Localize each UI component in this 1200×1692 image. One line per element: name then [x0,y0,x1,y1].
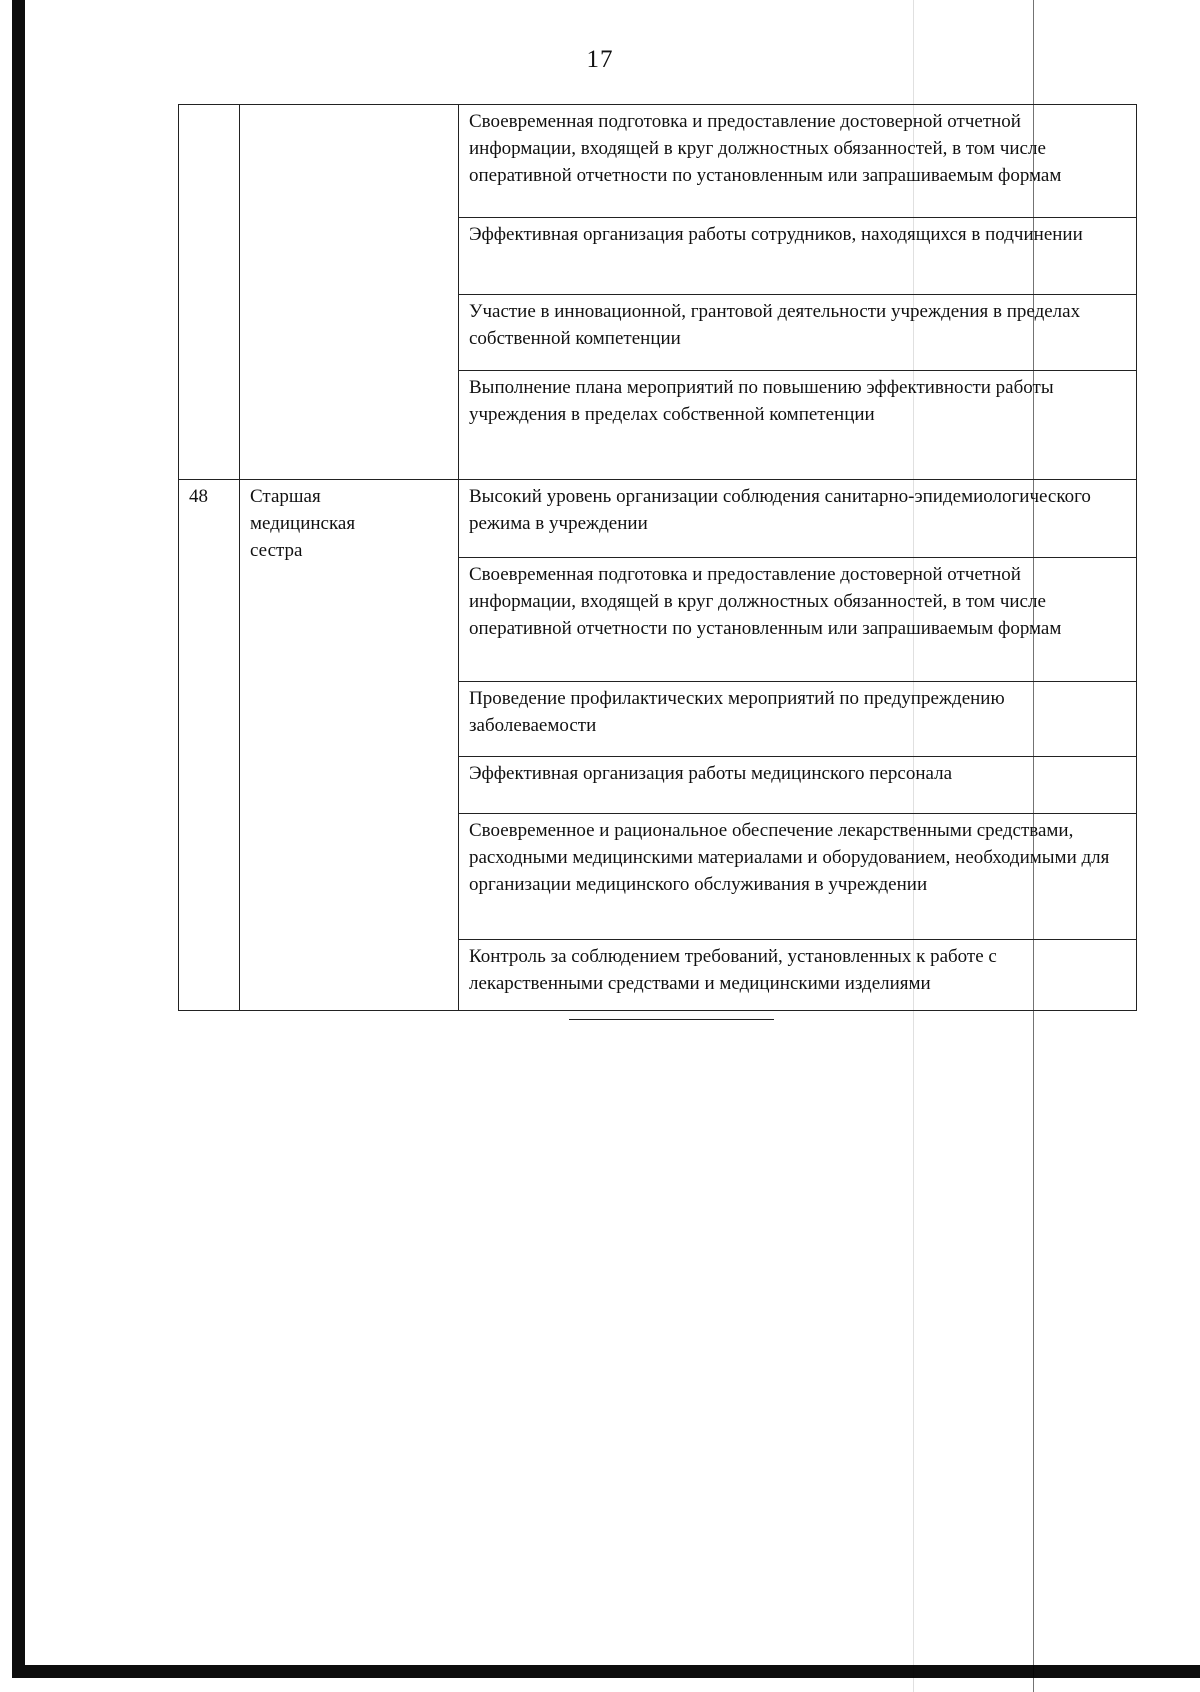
criterion-cell: Своевременное и рациональное обеспечение лекарственными средствами, расходными медицинскими материалами и оборудованием, необходимыми для организации медицинского обслуживания в учреждении [459,814,1137,940]
criterion-cell: Контроль за соблюдением требований, установленных к работе с лекарственными средствами и медицинскими изделиями [459,940,1137,1011]
criteria-table-body [179,105,1137,1011]
position-cell [240,105,459,480]
criterion-cell: Высокий уровень организации соблюдения санитарно-эпидемиологического режима в учреждении [459,480,1137,558]
table-row [179,480,1137,558]
criterion-cell: Выполнение плана мероприятий по повышению эффективности работы учреждения в пределах собственной компетенции [459,371,1137,480]
position-cell: Старшая медицинская сестра [240,480,459,1011]
criterion-cell: Своевременная подготовка и предоставление достоверной отчетной информации, входящей в круг должностных обязанностей, в том числе оперативной отчетности по установленным или запрашиваемым формам [459,558,1137,682]
criteria-table [178,104,1137,1011]
closing-rule [569,1019,774,1020]
page-number: 17 [586,46,614,73]
criterion-cell: Своевременная подготовка и предоставление достоверной отчетной информации, входящей в круг должностных обязанностей, в том числе оперативной отчетности по установленным или запрашиваемым формам [459,105,1137,218]
criterion-cell: Эффективная организация работы сотрудников, находящихся в подчинении [459,218,1137,295]
scan-left-edge [12,0,25,1678]
scan-bottom-edge [12,1665,1200,1678]
table-row [179,105,1137,218]
criterion-cell: Участие в инновационной, грантовой деятельности учреждения в пределах собственной компетенции [459,295,1137,371]
criterion-cell: Проведение профилактических мероприятий по предупреждению заболеваемости [459,682,1137,757]
row-number-cell: 48 [179,480,240,1011]
row-number-cell [179,105,240,480]
criterion-cell: Эффективная организация работы медицинского персонала [459,757,1137,814]
